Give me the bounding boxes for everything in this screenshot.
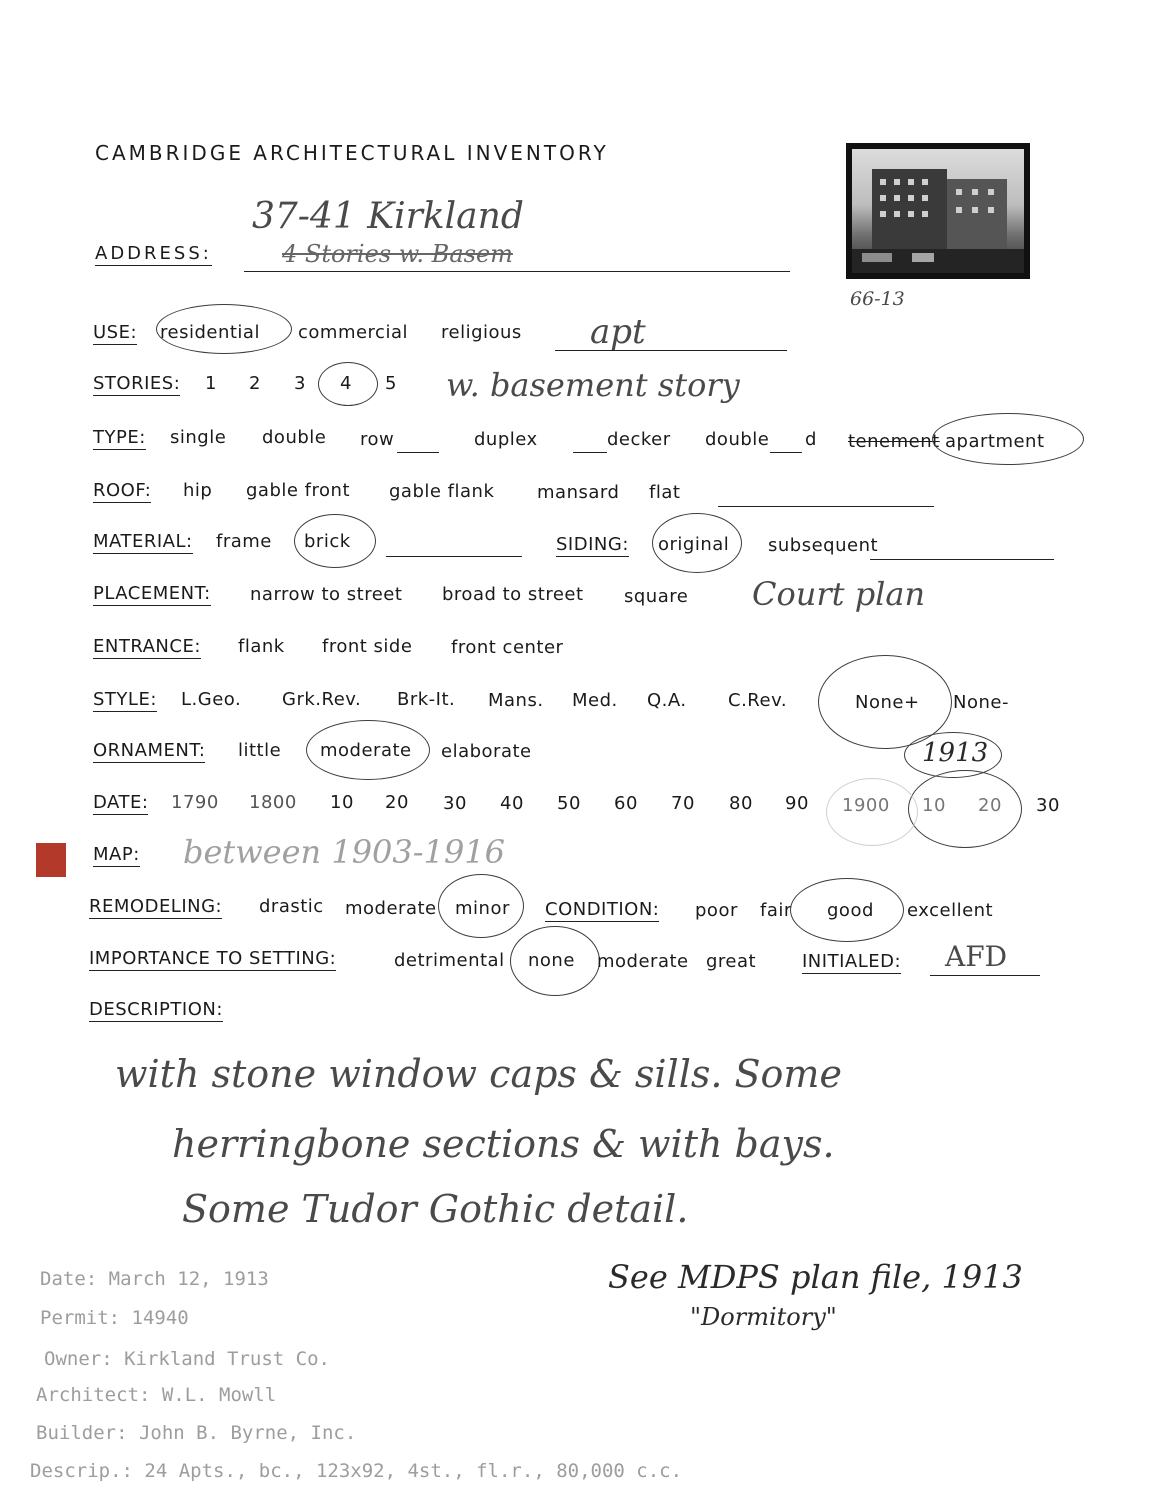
- use-line: [555, 350, 787, 351]
- siding-selection-circle: [652, 513, 742, 573]
- use-selection-circle: [156, 304, 292, 354]
- stories-handwritten: w. basement story: [446, 366, 740, 404]
- condition-option-excellent: excellent: [907, 900, 994, 921]
- siding-label: SIDING:: [556, 534, 629, 555]
- stories-option-4: 4: [340, 373, 352, 394]
- material-selection-circle: [294, 514, 376, 568]
- use-option-commercial: commercial: [298, 322, 408, 343]
- placement-label: PLACEMENT:: [93, 583, 211, 604]
- style-option-mans: Mans.: [488, 690, 544, 711]
- date-selection-circle: [908, 770, 1022, 848]
- style-option-none-plus: None+: [855, 692, 920, 713]
- date-option-70: 70: [671, 793, 695, 814]
- use-label: USE:: [93, 322, 138, 343]
- building-photo-art: [852, 149, 1024, 273]
- importance-option-none: none: [528, 950, 575, 971]
- remodeling-selection-circle: [438, 874, 524, 938]
- remodeling-option-moderate: moderate: [345, 898, 437, 919]
- type-option-single: single: [170, 427, 227, 448]
- type-option-double: double: [262, 427, 327, 448]
- type-selection-circle: [932, 413, 1084, 465]
- date-option-1900: 1900: [842, 795, 890, 816]
- stories-label: STORIES:: [93, 373, 181, 394]
- permit-builder: Builder: John B. Byrne, Inc.: [36, 1422, 357, 1444]
- date-option-30: 30: [443, 793, 467, 814]
- type-option-tenement: tenement: [848, 431, 940, 452]
- condition-label: CONDITION:: [545, 899, 660, 920]
- type-option-apartment: apartment: [945, 431, 1045, 452]
- condition-option-poor: poor: [695, 900, 738, 921]
- remodeling-option-minor: minor: [455, 898, 510, 919]
- initialed-handwritten: AFD: [945, 940, 1008, 973]
- importance-option-great: great: [706, 951, 757, 972]
- material-label: MATERIAL:: [93, 531, 193, 552]
- date-faint-circle: [826, 778, 918, 846]
- remodeling-label: REMODELING:: [89, 896, 223, 917]
- style-option-none-minus: None-: [953, 692, 1009, 713]
- stories-selection-circle: [318, 362, 378, 406]
- siding-option-original: original: [658, 534, 730, 555]
- placement-option-square: square: [624, 586, 689, 607]
- date-option-50: 50: [557, 793, 581, 814]
- roof-option-hip: hip: [183, 480, 213, 501]
- date-option-1790: 1790: [171, 792, 219, 813]
- ornament-option-elaborate: elaborate: [441, 741, 532, 762]
- photo-caption: 66-13: [850, 288, 905, 310]
- plan-file-note: See MDPS plan file, 1913: [608, 1258, 1023, 1296]
- style-option-qa: Q.A.: [647, 690, 687, 711]
- type-label: TYPE:: [93, 427, 146, 448]
- style-option-lgeo: L.Geo.: [181, 689, 242, 710]
- date-label: DATE:: [93, 792, 149, 813]
- map-handwritten: between 1903-1916: [183, 833, 506, 871]
- placement-option-narrow: narrow to street: [250, 584, 403, 605]
- entrance-option-flank: flank: [238, 636, 285, 657]
- material-option-frame: frame: [216, 531, 272, 552]
- date-handwritten: 1913: [922, 738, 989, 768]
- stories-option-5: 5: [385, 373, 397, 394]
- description-label: DESCRIPTION:: [89, 999, 223, 1020]
- type-row-line: [397, 452, 439, 453]
- roof-option-gable-front: gable front: [246, 480, 350, 501]
- type-double-line: [770, 452, 802, 453]
- type-option-row: row: [360, 429, 395, 450]
- style-option-brkit: Brk-It.: [397, 689, 456, 710]
- importance-option-detrimental: detrimental: [394, 950, 505, 971]
- condition-option-fair: fair: [760, 900, 792, 921]
- roof-option-flat: flat: [649, 482, 681, 503]
- date-option-60: 60: [614, 793, 638, 814]
- use-option-residential: residential: [160, 322, 260, 343]
- importance-label: IMPORTANCE TO SETTING:: [89, 948, 337, 969]
- ornament-option-little: little: [238, 740, 282, 761]
- address-line: [244, 271, 790, 272]
- type-decker-line: [573, 452, 607, 453]
- date-option-80: 80: [729, 793, 753, 814]
- description-line-2: herringbone sections & with bays.: [172, 1122, 835, 1166]
- importance-option-moderate: moderate: [597, 951, 689, 972]
- type-option-duplex: duplex: [474, 429, 538, 450]
- use-handwritten: apt: [590, 312, 646, 352]
- style-label: STYLE:: [93, 689, 157, 710]
- permit-description: Descrip.: 24 Apts., bc., 123x92, 4st., fl.r., 80,000 c.c.: [30, 1460, 683, 1482]
- style-option-med: Med.: [572, 690, 618, 711]
- form-title: CAMBRIDGE ARCHITECTURAL INVENTORY: [95, 141, 609, 165]
- placement-option-broad: broad to street: [442, 584, 584, 605]
- roof-line: [718, 506, 934, 507]
- stories-option-3: 3: [294, 373, 306, 394]
- red-tab-marker: [36, 843, 66, 877]
- type-option-d: d: [805, 429, 817, 450]
- condition-selection-circle: [790, 878, 904, 942]
- roof-label: ROOF:: [93, 480, 152, 501]
- map-label: MAP:: [93, 844, 140, 865]
- initialed-line: [930, 975, 1040, 976]
- type-option-double-2: double: [705, 429, 770, 450]
- siding-option-subsequent: subsequent: [768, 535, 879, 556]
- roof-option-gable-flank: gable flank: [389, 481, 495, 502]
- date-option-40: 40: [500, 793, 524, 814]
- entrance-label: ENTRANCE:: [93, 636, 201, 657]
- ornament-selection-circle: [306, 720, 430, 780]
- material-option-brick: brick: [304, 531, 351, 552]
- ornament-option-moderate: moderate: [320, 740, 412, 761]
- date-option-10: 10: [330, 792, 354, 813]
- date-option-1920: 20: [978, 795, 1002, 816]
- permit-owner: Owner: Kirkland Trust Co.: [44, 1348, 330, 1370]
- style-option-crev: C.Rev.: [728, 690, 788, 711]
- placement-handwritten: Court plan: [752, 575, 926, 613]
- description-line-3: Some Tudor Gothic detail.: [182, 1187, 689, 1231]
- date-option-90: 90: [785, 793, 809, 814]
- roof-option-mansard: mansard: [537, 482, 620, 503]
- address-value: 37-41 Kirkland: [252, 196, 524, 237]
- permit-number: Permit: 14940: [40, 1307, 189, 1329]
- address-struck-text: 4 Stories w. Basem: [282, 240, 513, 268]
- permit-date: Date: March 12, 1913: [40, 1268, 269, 1290]
- use-option-religious: religious: [441, 322, 522, 343]
- stories-option-2: 2: [249, 373, 261, 394]
- importance-selection-circle: [510, 926, 600, 996]
- condition-option-good: good: [827, 900, 874, 921]
- building-photo: [846, 143, 1030, 279]
- date-option-1800: 1800: [249, 792, 297, 813]
- date-option-1910: 10: [922, 795, 946, 816]
- siding-line: [870, 559, 1054, 560]
- date-option-1930: 30: [1036, 795, 1060, 816]
- entrance-option-front-center: front center: [451, 637, 564, 658]
- description-line-1: with stone window caps & sills. Some: [115, 1052, 842, 1096]
- ornament-label: ORNAMENT:: [93, 740, 206, 761]
- stories-option-1: 1: [205, 373, 217, 394]
- remodeling-option-drastic: drastic: [259, 896, 324, 917]
- address-label: ADDRESS:: [95, 243, 212, 264]
- permit-architect: Architect: W.L. Mowll: [36, 1384, 277, 1406]
- material-line: [386, 556, 522, 557]
- date-option-20: 20: [385, 792, 409, 813]
- entrance-option-front-side: front side: [322, 636, 413, 657]
- dormitory-note: "Dormitory": [690, 1303, 837, 1331]
- initialed-label: INITIALED:: [802, 951, 902, 972]
- style-option-grkrev: Grk.Rev.: [282, 689, 362, 710]
- type-option-decker: decker: [607, 429, 671, 450]
